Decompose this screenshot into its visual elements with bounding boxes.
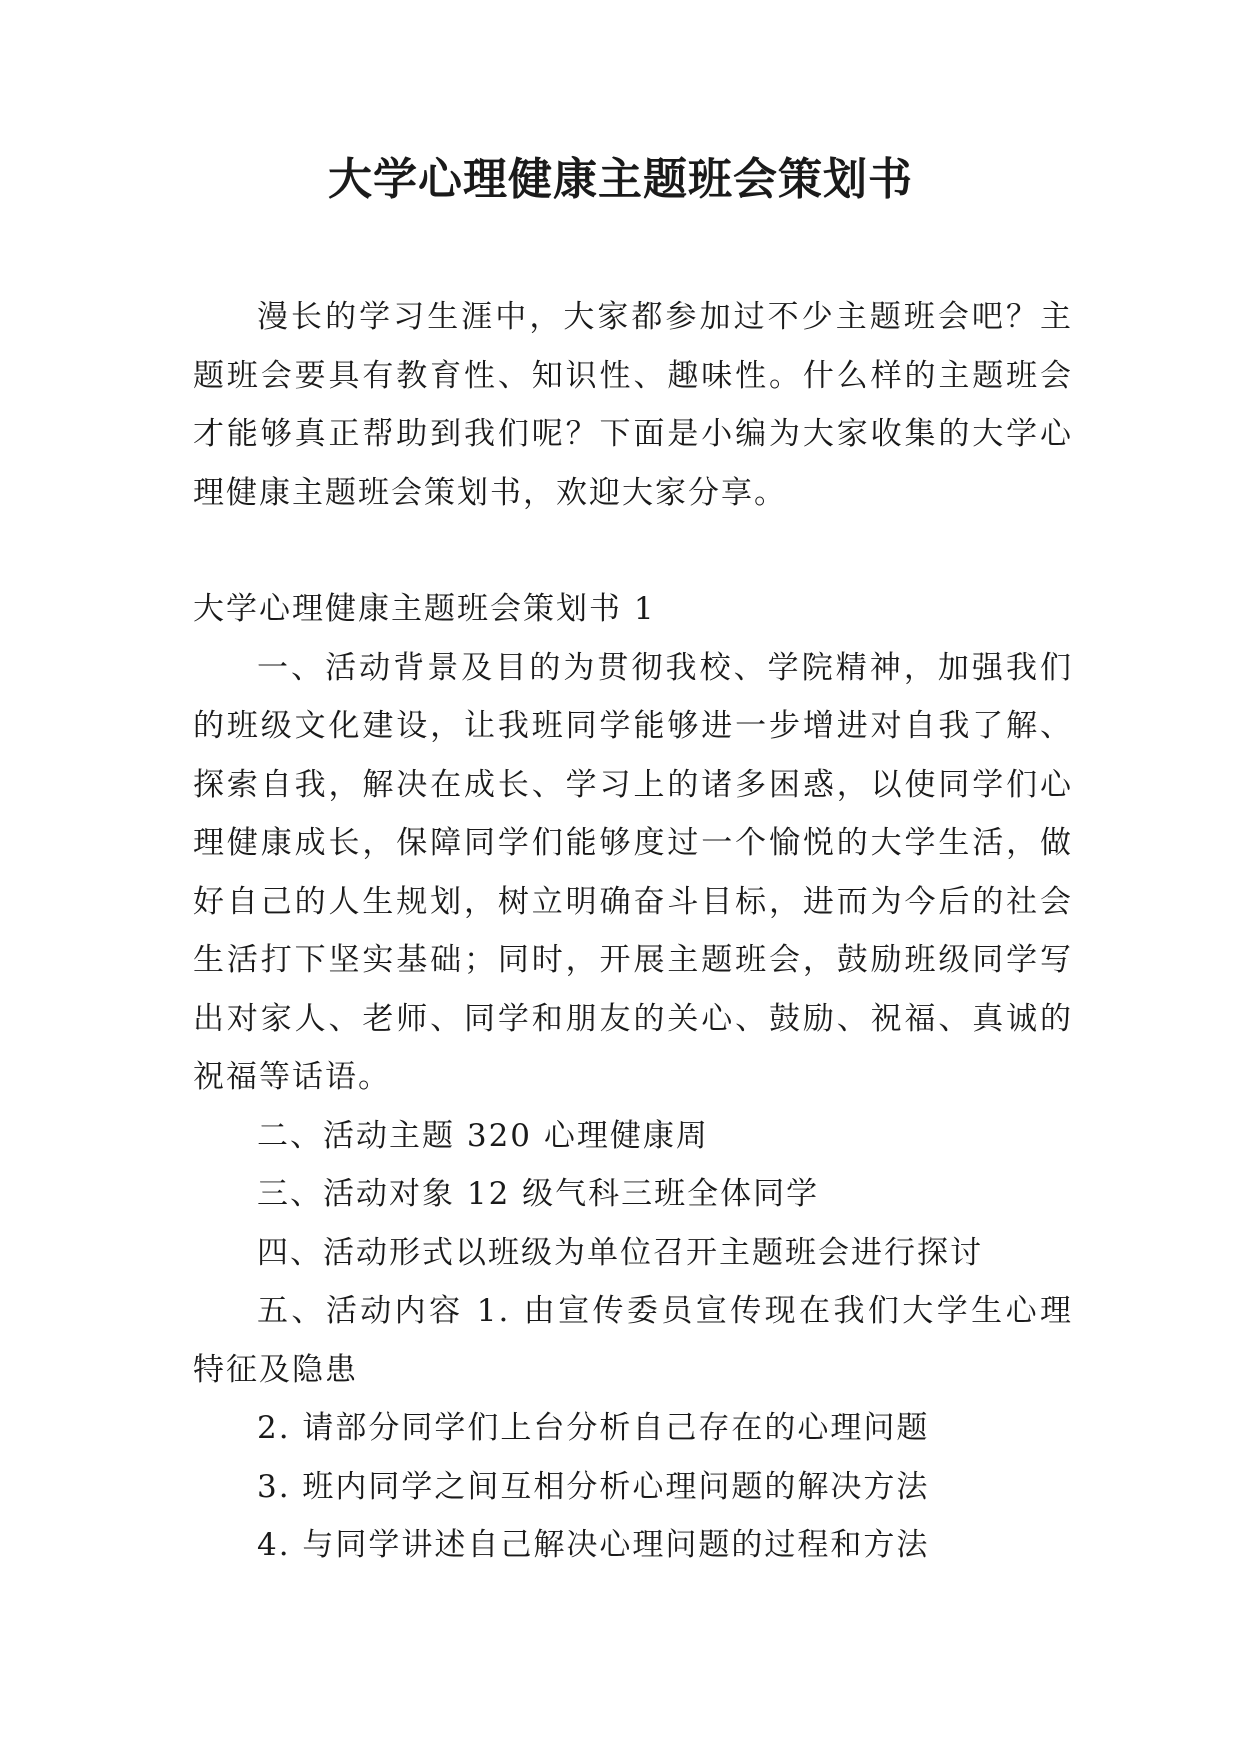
activity-target-paragraph: 三、活动对象 12 级气科三班全体同学	[257, 1176, 820, 1212]
background-purpose-paragraph: 一、活动背景及目的为贯彻我校、学院精神，加强我们的班级文化建设，让我班同学能够进一步增进对自我了解、探索自我，解决在成长、学习上的诸多困惑，以使同学们心理健康成长，保障同学们能够度过一个愉悦的大学生活，做好自己的人生规划，树立明确奋斗目标，进而为今后的社会生活打下坚实基础；同时，开展主题班会，鼓励班级同学写出对家人、老师、同学和朋友的关心、鼓励、祝福、真诚的祝福等话语。	[193, 649, 1073, 1095]
paragraph-spacer	[193, 522, 1073, 580]
document-body	[193, 288, 1073, 1575]
section-heading: 大学心理健康主题班会策划书 1	[193, 591, 656, 627]
activity-theme-paragraph: 二、活动主题 320 心理健康周	[257, 1117, 709, 1154]
content-item-4: 4. 与同学讲述自己解决心理问题的过程和方法	[257, 1527, 930, 1563]
intro-paragraph: 漫长的学习生涯中，大家都参加过不少主题班会吧？主题班会要具有教育性、知识性、趣味性。什么样的主题班会才能够真正帮助到我们呢？下面是小编为大家收集的大学心理健康主题班会策划书，欢迎大家分享。	[193, 299, 1073, 511]
content-item-3: 3. 班内同学之间互相分析心理问题的解决方法	[257, 1468, 930, 1505]
activity-content-paragraph: 五、活动内容 1. 由宣传委员宣传现在我们大学生心理特征及隐患	[193, 1293, 1073, 1388]
document-title: 大学心理健康主题班会策划书	[328, 154, 913, 205]
content-item-2: 2. 请部分同学们上台分析自己存在的心理问题	[257, 1410, 930, 1446]
activity-format-paragraph: 四、活动形式以班级为单位召开主题班会进行探讨	[257, 1234, 983, 1271]
